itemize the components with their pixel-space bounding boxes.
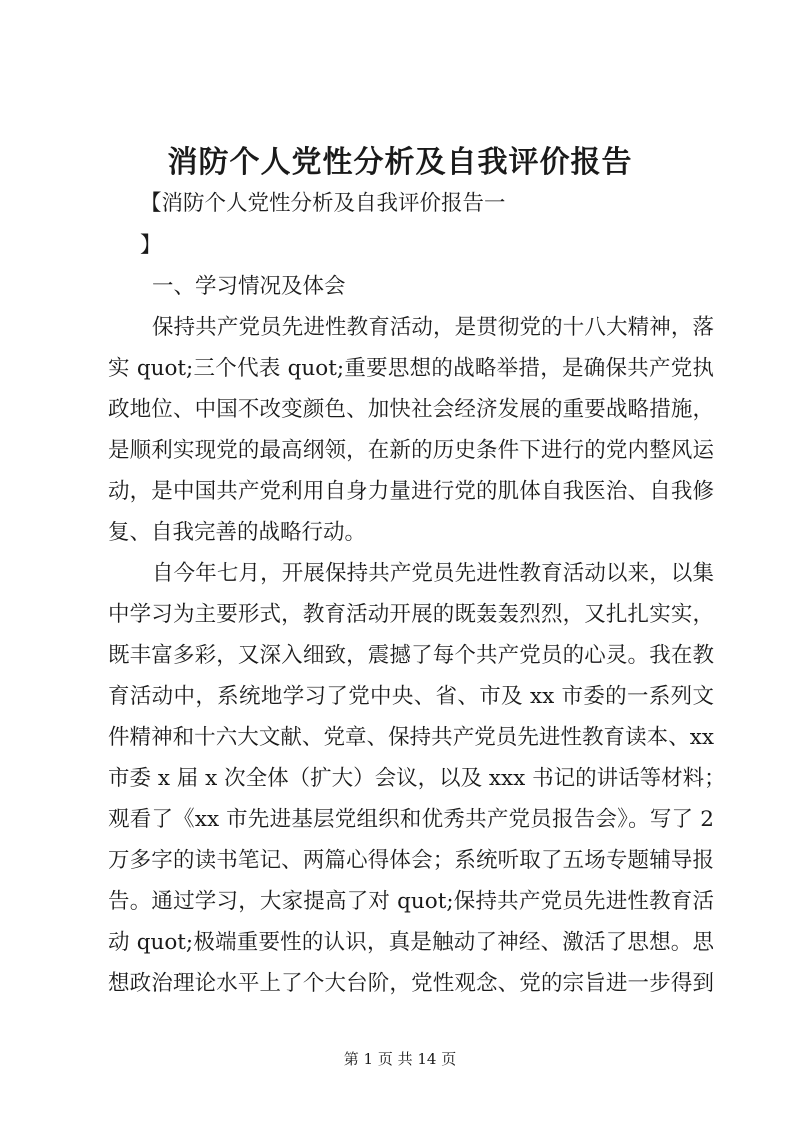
paragraph-2-line-2: 中学习为主要形式，教育活动开展的既轰轰烈烈，又扎扎实实， bbox=[108, 602, 714, 627]
paragraph-2-line-11: 想政治理论水平上了个大台阶，党性观念、党的宗旨进一步得到 bbox=[108, 971, 714, 996]
paragraph-2-line-9: 告。通过学习，大家提高了对 quot;保持共产党员先进性教育活 bbox=[108, 889, 714, 914]
paragraph-2-line-6: 市委 x 届 x 次全体（扩大）会议，以及 xxx 书记的讲话等材料； bbox=[108, 766, 726, 791]
paragraph-1-line-6: 复、自我完善的战略行动。 bbox=[108, 520, 367, 545]
paragraph-2-line-5: 件精神和十六大文献、党章、保持共产党员先进性教育读本、xx bbox=[108, 725, 714, 750]
paragraph-1-line-1: 保持共产党员先进性教育活动，是贯彻党的十八大精神，落 bbox=[152, 315, 714, 340]
page-footer: 第 1 页 共 14 页 bbox=[343, 1050, 457, 1068]
subtitle-line-1: 【消防个人党性分析及自我评价报告一 bbox=[140, 191, 506, 216]
subtitle-line-2: 】 bbox=[140, 233, 162, 258]
document-title: 消防个人党性分析及自我评价报告 bbox=[167, 145, 633, 180]
paragraph-1-line-5: 动，是中国共产党利用自身力量进行党的肌体自我医治、自我修 bbox=[108, 479, 714, 504]
paragraph-2-line-1: 自今年七月，开展保持共产党员先进性教育活动以来，以集 bbox=[152, 561, 714, 586]
section-heading: 一、学习情况及体会 bbox=[152, 274, 346, 299]
paragraph-2-line-7: 观看了《xx 市先进基层党组织和优秀共产党员报告会》。写了 2 bbox=[108, 807, 714, 832]
paragraph-2-line-4: 育活动中，系统地学习了党中央、省、市及 xx 市委的一系列文 bbox=[108, 684, 714, 709]
paragraph-2-line-3: 既丰富多彩，又深入细致，震撼了每个共产党员的心灵。我在教 bbox=[108, 643, 714, 668]
paragraph-1-line-4: 是顺利实现党的最高纲领，在新的历史条件下进行的党内整风运 bbox=[108, 438, 714, 463]
paragraph-1-line-2: 实 quot;三个代表 quot;重要思想的战略举措，是确保共产党执 bbox=[108, 356, 714, 381]
paragraph-2-line-8: 万多字的读书笔记、两篇心得体会；系统听取了五场专题辅导报 bbox=[108, 848, 714, 873]
paragraph-2-line-10: 动 quot;极端重要性的认识，真是触动了神经、激活了思想。思 bbox=[108, 930, 714, 955]
paragraph-1-line-3: 政地位、中国不改变颜色、加快社会经济发展的重要战略措施， bbox=[108, 397, 714, 422]
